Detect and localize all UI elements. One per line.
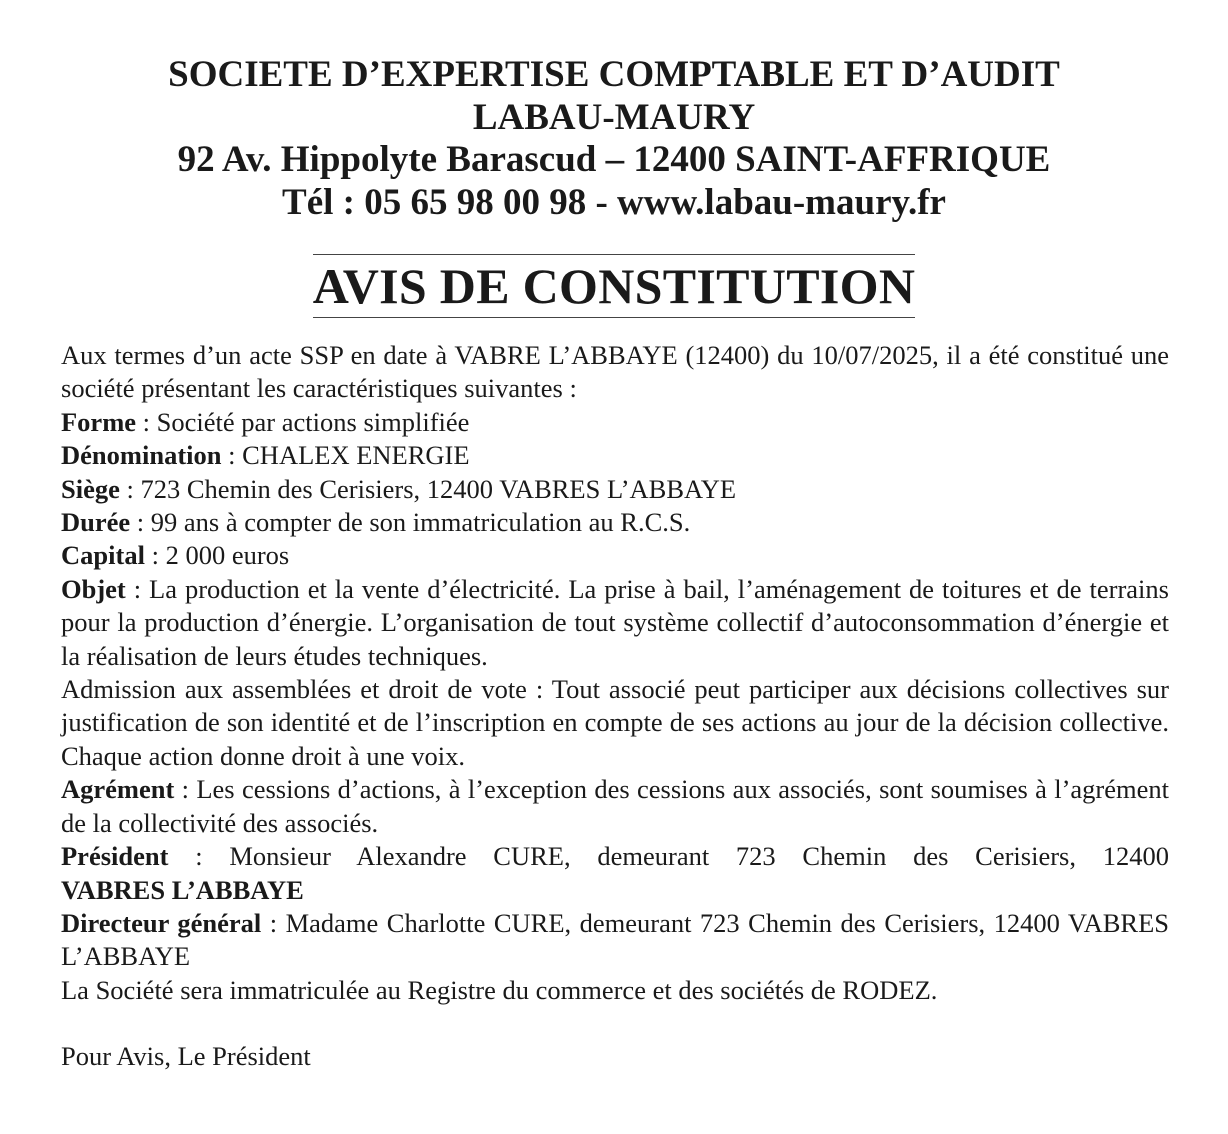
registration-paragraph: La Société sera immatriculée au Registre du commerce et des sociétés de RODEZ.	[61, 974, 938, 1005]
field-capital	[61, 539, 1169, 572]
field-value: CHALEX ENERGIE	[242, 440, 470, 471]
firm-address: 92 Av. Hippolyte Barascud – 12400 SAINT-AFFRIQUE	[177, 139, 1051, 180]
field-separator: :	[130, 507, 151, 538]
field-separator: :	[125, 573, 150, 604]
field-separator: :	[136, 406, 157, 437]
field-value: Les cessions d’actions, à l’exception des cessions aux associés, sont soumises à l’agrément de la collectivité des associés.	[61, 774, 1169, 838]
field-forme	[61, 406, 1169, 439]
field-value: Société par actions simplifiée	[156, 406, 470, 437]
field-separator: :	[174, 774, 197, 805]
field-siege	[61, 473, 1169, 506]
field-separator: :	[168, 841, 230, 872]
field-agrement	[61, 773, 1169, 840]
field-separator: :	[261, 907, 286, 938]
field-admission: Admission aux assemblées et droit de vote : Tout associé peut participer aux décisions collectives sur justification de son identité et de l’inscription en compte de ses actions au jour de la décision collective. Chaque action donne droit à une voix.	[61, 674, 1169, 771]
field-value: 99 ans à compter de son immatriculation au R.C.S.	[150, 507, 691, 538]
field-separator: :	[144, 540, 166, 571]
field-label: Objet	[61, 573, 126, 604]
field-value: 723 Chemin des Cerisiers, 12400 VABRES L’ABBAYE	[140, 473, 737, 504]
field-value: La production et la vente d’électricité. La prise à bail, l’aménagement de toitures et de terrains pour la production d’énergie. L’organisation de tout système collectif d’autoconsommation d’énergie et la réalisation de leurs études techniques.	[61, 573, 1169, 671]
field-label: Directeur général	[61, 907, 262, 938]
notice-title: AVIS DE CONSTITUTION	[313, 254, 915, 318]
firm-contact: Tél : 05 65 98 00 98 - www.labau-maury.fr	[282, 181, 946, 223]
field-separator: :	[221, 440, 243, 471]
field-directeur	[61, 907, 1169, 974]
firm-header	[0, 54, 1228, 224]
field-objet	[61, 573, 1169, 673]
field-label: Capital	[61, 540, 145, 571]
signature: Pour Avis, Le Président	[61, 1041, 311, 1071]
field-value: Monsieur Alexandre CURE, demeurant 723 Chemin des Cerisiers, 12400	[229, 841, 1169, 872]
firm-name: SOCIETE D’EXPERTISE COMPTABLE ET D’AUDIT	[168, 54, 1060, 95]
field-value: Madame Charlotte CURE, demeurant 723 Chemin des Cerisiers, 12400 VABRES L’ABBAYE	[61, 907, 1169, 972]
notice-body	[61, 339, 1169, 1007]
field-label: Président	[61, 841, 169, 872]
field-value: 2 000 euros	[165, 540, 290, 571]
field-value-emphasis: VABRES L’ABBAYE	[61, 874, 304, 905]
field-label: Siège	[61, 473, 120, 504]
field-president	[61, 840, 1169, 907]
field-denomination	[61, 439, 1169, 472]
field-duree	[61, 506, 1169, 539]
notice-title-block	[0, 254, 1228, 318]
firm-brand: LABAU-MAURY	[472, 96, 756, 138]
field-label: Durée	[61, 507, 131, 538]
field-label: Dénomination	[61, 440, 222, 471]
field-label: Agrément	[61, 774, 175, 805]
intro-paragraph: Aux termes d’un acte SSP en date à VABRE L’ABBAYE (12400) du 10/07/2025, il a été constitué une société présentant les caractéristiques suivantes :	[61, 340, 1169, 404]
field-separator: :	[119, 473, 141, 504]
field-label: Forme	[61, 406, 137, 437]
